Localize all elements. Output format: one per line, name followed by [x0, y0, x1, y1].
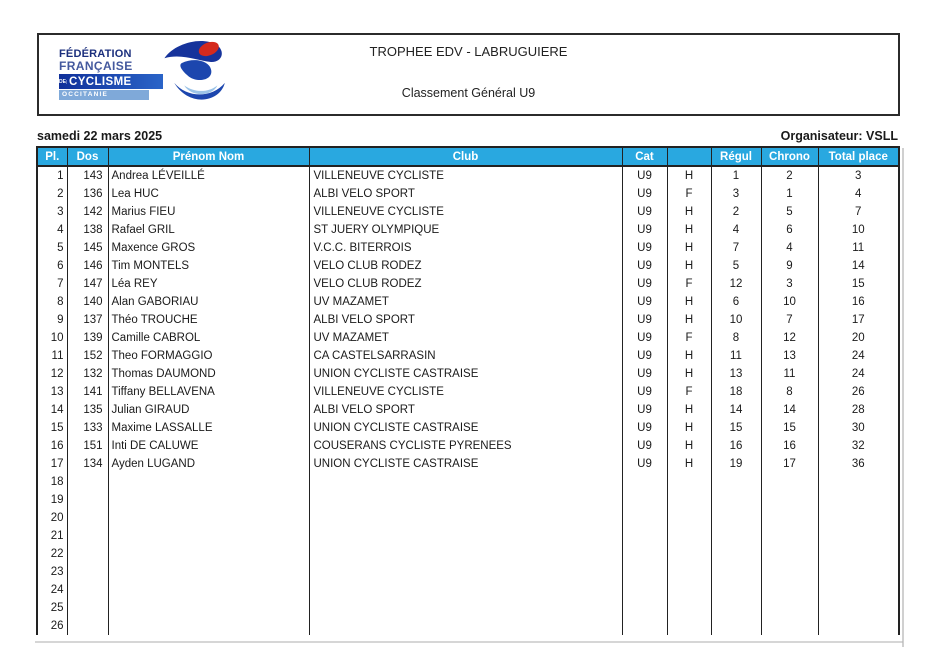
cell-place: 10: [37, 329, 67, 347]
cell-total: [818, 509, 899, 527]
cell-bib: 134: [67, 455, 108, 473]
cell-chrono: [761, 563, 818, 581]
col-header-place: Pl.: [37, 147, 67, 166]
cell-name: Théo TROUCHE: [108, 311, 309, 329]
cell-name: [108, 617, 309, 635]
document-header-box: [37, 33, 900, 116]
cell-name: [108, 473, 309, 491]
cell-bib: [67, 599, 108, 617]
results-header-row: [37, 147, 899, 166]
cell-place: 15: [37, 419, 67, 437]
table-row: [37, 365, 899, 383]
cell-place: 16: [37, 437, 67, 455]
cell-bib: [67, 617, 108, 635]
cell-place: 8: [37, 293, 67, 311]
cell-regul: [711, 473, 761, 491]
cell-sex: [667, 473, 711, 491]
cell-club: [309, 545, 622, 563]
col-header-bib: Dos: [67, 147, 108, 166]
cell-regul: 8: [711, 329, 761, 347]
cell-cat: [622, 509, 667, 527]
cell-name: Tim MONTELS: [108, 257, 309, 275]
cell-total: [818, 545, 899, 563]
cell-place: 4: [37, 221, 67, 239]
cell-place: 25: [37, 599, 67, 617]
cell-chrono: 7: [761, 311, 818, 329]
cell-cat: [622, 599, 667, 617]
cell-cat: U9: [622, 185, 667, 203]
cell-sex: H: [667, 347, 711, 365]
cell-regul: [711, 545, 761, 563]
cell-name: [108, 599, 309, 617]
cell-club: [309, 581, 622, 599]
cell-regul: 7: [711, 239, 761, 257]
cell-place: 9: [37, 311, 67, 329]
table-row: [37, 239, 899, 257]
cell-sex: [667, 527, 711, 545]
cell-regul: 15: [711, 419, 761, 437]
cell-club: ALBI VELO SPORT: [309, 311, 622, 329]
results-table: [36, 146, 900, 635]
cell-sex: H: [667, 311, 711, 329]
cell-bib: 140: [67, 293, 108, 311]
logo-occitanie-label: OCCITANIE: [59, 90, 149, 100]
cell-place: 12: [37, 365, 67, 383]
cell-club: UNION CYCLISTE CASTRAISE: [309, 419, 622, 437]
cell-cat: [622, 617, 667, 635]
table-row: [37, 527, 899, 545]
cell-regul: 4: [711, 221, 761, 239]
cell-club: [309, 473, 622, 491]
table-row: [37, 563, 899, 581]
cell-club: COUSERANS CYCLISTE PYRENEES: [309, 437, 622, 455]
cell-club: CA CASTELSARRASIN: [309, 347, 622, 365]
cell-name: [108, 545, 309, 563]
cell-sex: H: [667, 419, 711, 437]
cell-bib: 136: [67, 185, 108, 203]
cell-total: 11: [818, 239, 899, 257]
cell-bib: 141: [67, 383, 108, 401]
cell-place: 11: [37, 347, 67, 365]
cell-sex: H: [667, 437, 711, 455]
cell-regul: 1: [711, 166, 761, 185]
cell-name: Léa REY: [108, 275, 309, 293]
col-header-club: Club: [309, 147, 622, 166]
cell-total: 16: [818, 293, 899, 311]
cell-cat: [622, 527, 667, 545]
cell-bib: [67, 563, 108, 581]
cell-sex: F: [667, 329, 711, 347]
table-row: [37, 203, 899, 221]
results-body: [37, 166, 899, 635]
cell-name: [108, 581, 309, 599]
cell-place: 22: [37, 545, 67, 563]
cell-chrono: [761, 581, 818, 599]
cell-total: 26: [818, 383, 899, 401]
cell-name: Rafael GRIL: [108, 221, 309, 239]
table-row: [37, 473, 899, 491]
cell-total: 3: [818, 166, 899, 185]
cell-club: [309, 509, 622, 527]
cell-sex: H: [667, 257, 711, 275]
cell-sex: H: [667, 293, 711, 311]
cell-bib: 142: [67, 203, 108, 221]
cell-sex: [667, 545, 711, 563]
cell-club: [309, 527, 622, 545]
cell-cat: U9: [622, 257, 667, 275]
cell-sex: [667, 563, 711, 581]
cell-total: 36: [818, 455, 899, 473]
cell-place: 7: [37, 275, 67, 293]
cell-regul: 16: [711, 437, 761, 455]
cell-place: 5: [37, 239, 67, 257]
cell-chrono: 4: [761, 239, 818, 257]
cell-cat: U9: [622, 239, 667, 257]
cell-cat: U9: [622, 311, 667, 329]
cell-name: Maxence GROS: [108, 239, 309, 257]
cell-sex: F: [667, 275, 711, 293]
cell-club: UV MAZAMET: [309, 329, 622, 347]
cell-cat: [622, 491, 667, 509]
cell-name: Lea HUC: [108, 185, 309, 203]
cell-sex: [667, 509, 711, 527]
cell-chrono: 8: [761, 383, 818, 401]
cell-bib: 143: [67, 166, 108, 185]
cell-chrono: 17: [761, 455, 818, 473]
logo-de-label: DE: [59, 78, 66, 85]
cell-cat: U9: [622, 419, 667, 437]
cell-total: 24: [818, 347, 899, 365]
cell-chrono: 13: [761, 347, 818, 365]
cell-place: 23: [37, 563, 67, 581]
table-row: [37, 347, 899, 365]
cell-chrono: 3: [761, 275, 818, 293]
cell-club: [309, 617, 622, 635]
cell-place: 2: [37, 185, 67, 203]
cell-regul: [711, 491, 761, 509]
cell-place: 19: [37, 491, 67, 509]
cell-sex: [667, 617, 711, 635]
cell-total: 30: [818, 419, 899, 437]
table-row: [37, 599, 899, 617]
cell-chrono: 10: [761, 293, 818, 311]
table-row: [37, 166, 899, 185]
cell-regul: 6: [711, 293, 761, 311]
logo-federation-label: FÉDÉRATION: [59, 48, 132, 60]
cell-club: VILLENEUVE CYCLISTE: [309, 383, 622, 401]
cell-cat: U9: [622, 455, 667, 473]
cell-regul: 14: [711, 401, 761, 419]
cell-sex: [667, 599, 711, 617]
cell-chrono: [761, 545, 818, 563]
table-row: [37, 437, 899, 455]
cell-name: Marius FIEU: [108, 203, 309, 221]
cell-cat: U9: [622, 437, 667, 455]
table-row: [37, 275, 899, 293]
table-row: [37, 185, 899, 203]
cell-name: Theo FORMAGGIO: [108, 347, 309, 365]
cell-club: [309, 599, 622, 617]
cell-regul: 10: [711, 311, 761, 329]
cell-place: 1: [37, 166, 67, 185]
cell-regul: [711, 599, 761, 617]
cell-cat: U9: [622, 203, 667, 221]
cell-total: 32: [818, 437, 899, 455]
cell-sex: H: [667, 239, 711, 257]
cell-sex: H: [667, 203, 711, 221]
cell-name: [108, 563, 309, 581]
cell-regul: [711, 509, 761, 527]
cell-sex: H: [667, 365, 711, 383]
document-title: TROPHEE EDV - LABRUGUIERE: [369, 44, 568, 59]
col-header-regul: Régul: [711, 147, 761, 166]
cell-cat: U9: [622, 401, 667, 419]
cell-cat: [622, 473, 667, 491]
cell-place: 3: [37, 203, 67, 221]
cell-bib: [67, 509, 108, 527]
organizer-label: Organisateur: VSLL: [780, 129, 898, 143]
cell-bib: [67, 581, 108, 599]
cell-name: Thomas DAUMOND: [108, 365, 309, 383]
cell-bib: 146: [67, 257, 108, 275]
cell-regul: 5: [711, 257, 761, 275]
cell-total: 17: [818, 311, 899, 329]
cell-total: 10: [818, 221, 899, 239]
cell-sex: F: [667, 185, 711, 203]
cell-sex: H: [667, 455, 711, 473]
cell-total: 4: [818, 185, 899, 203]
col-header-chrono: Chrono: [761, 147, 818, 166]
cell-name: [108, 491, 309, 509]
cell-name: [108, 509, 309, 527]
cell-club: ST JUERY OLYMPIQUE: [309, 221, 622, 239]
table-row: [37, 311, 899, 329]
cell-bib: 135: [67, 401, 108, 419]
cell-chrono: 9: [761, 257, 818, 275]
cell-chrono: [761, 527, 818, 545]
cell-regul: 18: [711, 383, 761, 401]
table-row: [37, 455, 899, 473]
cell-total: [818, 581, 899, 599]
cell-total: 20: [818, 329, 899, 347]
cell-cat: U9: [622, 293, 667, 311]
cell-cat: U9: [622, 275, 667, 293]
cell-bib: [67, 527, 108, 545]
cell-name: Julian GIRAUD: [108, 401, 309, 419]
cell-total: 24: [818, 365, 899, 383]
cell-club: VELO CLUB RODEZ: [309, 257, 622, 275]
cell-total: 14: [818, 257, 899, 275]
cell-regul: 2: [711, 203, 761, 221]
cell-chrono: 6: [761, 221, 818, 239]
cell-bib: [67, 473, 108, 491]
cell-name: Ayden LUGAND: [108, 455, 309, 473]
cell-name: Maxime LASSALLE: [108, 419, 309, 437]
cell-total: [818, 527, 899, 545]
cell-sex: [667, 581, 711, 599]
cell-bib: 151: [67, 437, 108, 455]
logo-francaise-label: FRANÇAISE: [59, 59, 133, 73]
cell-club: [309, 563, 622, 581]
cell-chrono: [761, 617, 818, 635]
cell-place: 18: [37, 473, 67, 491]
table-row: [37, 401, 899, 419]
cell-regul: 12: [711, 275, 761, 293]
cell-place: 17: [37, 455, 67, 473]
cell-total: [818, 491, 899, 509]
cell-bib: 132: [67, 365, 108, 383]
cell-bib: 137: [67, 311, 108, 329]
col-header-name: Prénom Nom: [108, 147, 309, 166]
cell-bib: 133: [67, 419, 108, 437]
table-row: [37, 509, 899, 527]
cell-total: [818, 599, 899, 617]
cell-sex: H: [667, 221, 711, 239]
cell-name: Inti DE CALUWE: [108, 437, 309, 455]
cell-total: 15: [818, 275, 899, 293]
cell-cat: [622, 545, 667, 563]
cell-cat: U9: [622, 221, 667, 239]
cell-sex: H: [667, 166, 711, 185]
cell-bib: 145: [67, 239, 108, 257]
cell-place: 14: [37, 401, 67, 419]
cell-regul: [711, 563, 761, 581]
cell-chrono: 11: [761, 365, 818, 383]
cell-bib: [67, 491, 108, 509]
cell-cat: [622, 581, 667, 599]
cell-chrono: [761, 509, 818, 527]
cell-regul: [711, 527, 761, 545]
cell-cat: U9: [622, 166, 667, 185]
cell-cat: U9: [622, 383, 667, 401]
cell-place: 21: [37, 527, 67, 545]
cell-sex: F: [667, 383, 711, 401]
cell-chrono: 12: [761, 329, 818, 347]
col-header-total: Total place: [818, 147, 899, 166]
cell-total: 7: [818, 203, 899, 221]
cell-regul: [711, 617, 761, 635]
cell-bib: 139: [67, 329, 108, 347]
document-subtitle: Classement Général U9: [401, 86, 536, 100]
cell-cat: U9: [622, 347, 667, 365]
cell-regul: 13: [711, 365, 761, 383]
page-edge-shadow-bottom: [35, 641, 903, 643]
cell-chrono: [761, 491, 818, 509]
cell-chrono: [761, 473, 818, 491]
cell-name: Alan GABORIAU: [108, 293, 309, 311]
cell-place: 20: [37, 509, 67, 527]
cell-chrono: 5: [761, 203, 818, 221]
table-row: [37, 581, 899, 599]
cell-total: [818, 563, 899, 581]
cell-chrono: 14: [761, 401, 818, 419]
cell-bib: 138: [67, 221, 108, 239]
cell-bib: 152: [67, 347, 108, 365]
table-row: [37, 491, 899, 509]
cell-club: VELO CLUB RODEZ: [309, 275, 622, 293]
cell-club: ALBI VELO SPORT: [309, 401, 622, 419]
cell-sex: H: [667, 401, 711, 419]
col-header-sex: [667, 147, 711, 166]
table-row: [37, 419, 899, 437]
cell-regul: 3: [711, 185, 761, 203]
cell-bib: [67, 545, 108, 563]
cell-place: 26: [37, 617, 67, 635]
logo-cyclisme-label: CYCLISME: [69, 75, 132, 88]
cell-cat: U9: [622, 365, 667, 383]
table-row: [37, 617, 899, 635]
cell-club: UNION CYCLISTE CASTRAISE: [309, 455, 622, 473]
cell-club: V.C.C. BITERROIS: [309, 239, 622, 257]
table-row: [37, 293, 899, 311]
cell-total: [818, 617, 899, 635]
event-date: samedi 22 mars 2025: [37, 129, 163, 143]
table-row: [37, 257, 899, 275]
cell-total: [818, 473, 899, 491]
results-header: [37, 147, 899, 166]
cell-cat: [622, 563, 667, 581]
cell-sex: [667, 491, 711, 509]
cell-bib: 147: [67, 275, 108, 293]
cell-chrono: 1: [761, 185, 818, 203]
cell-club: ALBI VELO SPORT: [309, 185, 622, 203]
cell-name: Andrea LÉVEILLÉ: [108, 166, 309, 185]
cell-regul: [711, 581, 761, 599]
cell-club: VILLENEUVE CYCLISTE: [309, 166, 622, 185]
cell-chrono: [761, 599, 818, 617]
cell-chrono: 15: [761, 419, 818, 437]
cell-name: Tiffany BELLAVENA: [108, 383, 309, 401]
cell-regul: 19: [711, 455, 761, 473]
page-edge-shadow-right: [902, 148, 904, 647]
cell-place: 6: [37, 257, 67, 275]
cell-regul: 11: [711, 347, 761, 365]
cell-cat: U9: [622, 329, 667, 347]
cell-club: [309, 491, 622, 509]
cell-chrono: 16: [761, 437, 818, 455]
table-row: [37, 329, 899, 347]
table-row: [37, 383, 899, 401]
table-row: [37, 221, 899, 239]
cell-total: 28: [818, 401, 899, 419]
cell-club: UNION CYCLISTE CASTRAISE: [309, 365, 622, 383]
col-header-cat: Cat: [622, 147, 667, 166]
cell-chrono: 2: [761, 166, 818, 185]
cell-place: 24: [37, 581, 67, 599]
table-row: [37, 545, 899, 563]
cell-name: Camille CABROL: [108, 329, 309, 347]
cell-club: VILLENEUVE CYCLISTE: [309, 203, 622, 221]
cell-name: [108, 527, 309, 545]
cell-place: 13: [37, 383, 67, 401]
cell-club: UV MAZAMET: [309, 293, 622, 311]
